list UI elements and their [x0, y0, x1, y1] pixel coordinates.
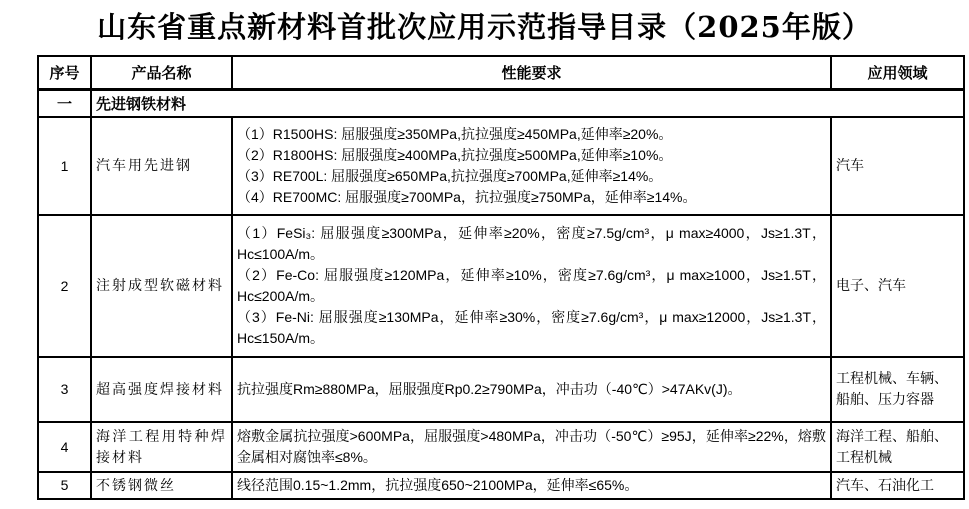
section-index: 一 — [38, 89, 91, 117]
performance-item: 熔敷金属抗拉强度>600MPa，屈服强度>480MPa，冲击功（-50℃）≥95J，延伸率≥22%，熔敷金属相对腐蚀率≤8%。 — [237, 427, 826, 465]
table-header-row — [38, 56, 964, 89]
table-row — [38, 472, 964, 499]
table-row — [38, 357, 964, 422]
page-title: 山东省重点新材料首批次应用示范指导目录（2025年版） — [97, 10, 872, 44]
performance-item: （3）Fe-Ni: 屈服强度≥130MPa，延伸率≥30%，密度≥7.6g/cm³，μ max≥12000，Js≥1.3T，Hc≤150A/m。 — [237, 308, 826, 346]
product-name-cell: 注射成型软磁材料 — [91, 215, 232, 357]
performance-item: 抗拉强度Rm≥880MPa，屈服强度Rp0.2≥790MPa，冲击功（-40℃）>47AKv(J)。 — [237, 380, 742, 397]
product-name-cell: 不锈钢微丝 — [91, 472, 232, 499]
table-row — [38, 215, 964, 357]
section-title: 先进钢铁材料 — [91, 89, 964, 117]
header-product: 产品名称 — [91, 56, 232, 89]
row-index: 3 — [38, 357, 91, 422]
table-row — [38, 117, 964, 215]
row-index: 5 — [38, 472, 91, 499]
row-index: 2 — [38, 215, 91, 357]
header-index: 序号 — [38, 56, 91, 89]
performance-cell — [232, 422, 831, 472]
application-cell: 汽车 — [831, 117, 964, 215]
performance-item: （3）RE700L: 屈服强度≥650MPa,抗拉强度≥700MPa,延伸率≥14%。 — [237, 167, 663, 184]
performance-item: （1）FeSi₃: 屈服强度≥300MPa，延伸率≥20%，密度≥7.5g/cm³，μ max≥4000，Js≥1.3T，Hc≤100A/m。 — [237, 224, 826, 262]
product-name-cell: 海洋工程用特种焊接材料 — [91, 422, 232, 472]
product-name-cell: 汽车用先进钢 — [91, 117, 232, 215]
header-performance: 性能要求 — [232, 56, 831, 89]
row-index: 4 — [38, 422, 91, 472]
performance-item: （2）R1800HS: 屈服强度≥400MPa,抗拉强度≥500MPa,延伸率≥10%。 — [237, 146, 673, 163]
performance-cell — [232, 117, 831, 215]
product-name-cell: 超高强度焊接材料 — [91, 357, 232, 422]
application-cell: 工程机械、车辆、船舶、压力容器 — [831, 357, 964, 422]
performance-cell — [232, 215, 831, 357]
performance-cell — [232, 357, 831, 422]
section-row — [38, 89, 964, 117]
performance-item: （2）Fe-Co: 屈服强度≥120MPa，延伸率≥10%，密度≥7.6g/cm³，μ max≥1000，Js≥1.5T，Hc≤200A/m。 — [237, 266, 826, 304]
header-application: 应用领域 — [831, 56, 964, 89]
application-cell: 海洋工程、船舶、工程机械 — [831, 422, 964, 472]
performance-cell — [232, 472, 831, 499]
table-row — [38, 422, 964, 472]
performance-item: （4）RE700MC: 屈服强度≥700MPa，抗拉强度≥750MPa，延伸率≥14%。 — [237, 188, 697, 205]
row-index: 1 — [38, 117, 91, 215]
performance-item: （1）R1500HS: 屈服强度≥350MPa,抗拉强度≥450MPa,延伸率≥20%。 — [237, 125, 673, 142]
application-cell: 电子、汽车 — [831, 215, 964, 357]
application-cell: 汽车、石油化工 — [831, 472, 964, 499]
performance-item: 线径范围0.15~1.2mm，抗拉强度650~2100MPa，延伸率≤65%。 — [237, 476, 639, 493]
materials-catalog-table — [37, 55, 965, 500]
